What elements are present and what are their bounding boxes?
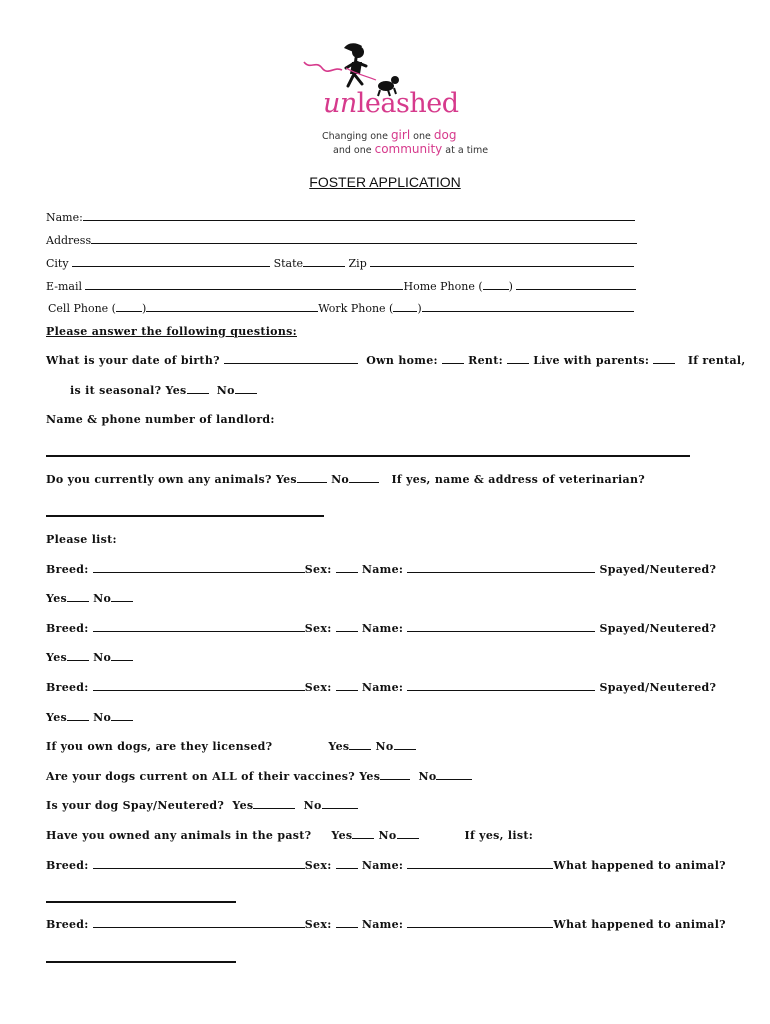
past-animal-2-row: Breed: Sex: Name: What happened to animal? bbox=[46, 918, 726, 931]
animal-2-spayed-no-field[interactable] bbox=[111, 651, 133, 661]
animal-3-spayed-row: Yes No bbox=[46, 711, 133, 724]
vaccines-row: Are your dogs current on ALL of their vaccines? Yes No bbox=[46, 770, 472, 783]
zip-field[interactable] bbox=[370, 257, 634, 267]
animal-2-name-field[interactable] bbox=[407, 622, 595, 632]
animal-1-spayed-yes-field[interactable] bbox=[67, 592, 89, 602]
licensed-row: If you own dogs, are they licensed? Yes No bbox=[46, 740, 416, 753]
animal-2-spayed-yes-field[interactable] bbox=[67, 651, 89, 661]
seasonal-row: is it seasonal? Yes No bbox=[70, 384, 257, 397]
owned-past-no-field[interactable] bbox=[397, 829, 419, 839]
past-animal-2-name-field[interactable] bbox=[407, 918, 553, 928]
past-animal-2-outcome-row bbox=[46, 952, 236, 966]
animal-3-spayed-no-field[interactable] bbox=[111, 711, 133, 721]
animal-3-sex-field[interactable] bbox=[336, 681, 358, 691]
seasonal-yes-field[interactable] bbox=[187, 384, 209, 394]
landlord-row bbox=[46, 446, 690, 460]
work-phone-field[interactable] bbox=[422, 302, 634, 312]
cell-area-code-field[interactable] bbox=[116, 302, 142, 312]
past-animal-1-outcome-row bbox=[46, 892, 236, 906]
animal-2-sex-field[interactable] bbox=[336, 622, 358, 632]
address-field[interactable] bbox=[91, 234, 637, 244]
animal-3-breed-field[interactable] bbox=[93, 681, 305, 691]
landlord-label: Name & phone number of landlord: bbox=[46, 413, 275, 426]
spay-neutered-no-field[interactable] bbox=[322, 799, 358, 809]
licensed-yes-field[interactable] bbox=[349, 740, 371, 750]
work-area-code-field[interactable] bbox=[393, 302, 417, 312]
city-row: City State Zip bbox=[46, 257, 634, 270]
animal-3-name-field[interactable] bbox=[407, 681, 595, 691]
animal-1-breed-field[interactable] bbox=[93, 563, 305, 573]
past-animal-1-name-field[interactable] bbox=[407, 859, 553, 869]
animal-2-spayed-row: Yes No bbox=[46, 651, 133, 664]
animal-1-spayed-row: Yes No bbox=[46, 592, 133, 605]
own-animals-no-field[interactable] bbox=[349, 473, 379, 483]
animal-1-row: Breed: Sex: Name: Spayed/Neutered? bbox=[46, 563, 717, 576]
cell-phone-field[interactable] bbox=[146, 302, 318, 312]
email-field[interactable] bbox=[85, 280, 403, 290]
landlord-field[interactable] bbox=[46, 446, 690, 457]
vaccines-yes-field[interactable] bbox=[380, 770, 410, 780]
page-title: FOSTER APPLICATION bbox=[309, 174, 461, 190]
home-area-code-field[interactable] bbox=[483, 280, 509, 290]
name-row: Name: bbox=[46, 211, 635, 224]
owned-past-row: Have you owned any animals in the past? Yes No If yes, list: bbox=[46, 829, 534, 842]
vaccines-no-field[interactable] bbox=[436, 770, 472, 780]
animal-2-breed-field[interactable] bbox=[93, 622, 305, 632]
home-phone-field[interactable] bbox=[516, 280, 636, 290]
brand-name: unleashed bbox=[323, 88, 459, 119]
vet-field[interactable] bbox=[46, 506, 324, 517]
address-row: Address bbox=[46, 234, 637, 247]
spay-neutered-yes-field[interactable] bbox=[253, 799, 295, 809]
past-animal-2-breed-field[interactable] bbox=[93, 918, 305, 928]
animal-1-name-field[interactable] bbox=[407, 563, 595, 573]
past-animal-1-breed-field[interactable] bbox=[93, 859, 305, 869]
own-home-field[interactable] bbox=[442, 354, 464, 364]
tagline-line-2: and one community at a time bbox=[333, 142, 489, 156]
own-animals-yes-field[interactable] bbox=[297, 473, 327, 483]
rent-field[interactable] bbox=[507, 354, 529, 364]
past-animal-2-sex-field[interactable] bbox=[336, 918, 358, 928]
owned-past-yes-field[interactable] bbox=[352, 829, 374, 839]
name-field[interactable] bbox=[83, 211, 635, 221]
animal-1-spayed-no-field[interactable] bbox=[111, 592, 133, 602]
city-field[interactable] bbox=[72, 257, 270, 267]
questions-header: Please answer the following questions: bbox=[46, 325, 297, 338]
past-animal-1-row: Breed: Sex: Name: What happened to animal? bbox=[46, 859, 726, 872]
own-animals-row: Do you currently own any animals? Yes No If yes, name & address of veterinarian? bbox=[46, 473, 646, 486]
state-field[interactable] bbox=[303, 257, 345, 267]
vet-row bbox=[46, 506, 324, 520]
cell-work-row: Cell Phone ( ) Work Phone ( ) bbox=[48, 302, 634, 315]
spay-neutered-row: Is your dog Spay/Neutered? Yes No bbox=[46, 799, 358, 812]
tagline-line-1: Changing one girl one dog bbox=[322, 128, 457, 142]
dob-field[interactable] bbox=[224, 354, 358, 364]
licensed-no-field[interactable] bbox=[394, 740, 416, 750]
animal-1-sex-field[interactable] bbox=[336, 563, 358, 573]
animal-3-row: Breed: Sex: Name: Spayed/Neutered? bbox=[46, 681, 717, 694]
past-animal-1-outcome-field[interactable] bbox=[46, 892, 236, 903]
seasonal-no-field[interactable] bbox=[235, 384, 257, 394]
past-animal-1-sex-field[interactable] bbox=[336, 859, 358, 869]
email-row: E-mail Home Phone ( ) bbox=[46, 280, 636, 293]
animal-3-spayed-yes-field[interactable] bbox=[67, 711, 89, 721]
past-animal-2-outcome-field[interactable] bbox=[46, 952, 236, 963]
dob-row: What is your date of birth? Own home: Rent: Live with parents: If rental, bbox=[46, 354, 746, 367]
please-list-label: Please list: bbox=[46, 533, 117, 546]
live-parents-field[interactable] bbox=[653, 354, 675, 364]
animal-2-row: Breed: Sex: Name: Spayed/Neutered? bbox=[46, 622, 717, 635]
